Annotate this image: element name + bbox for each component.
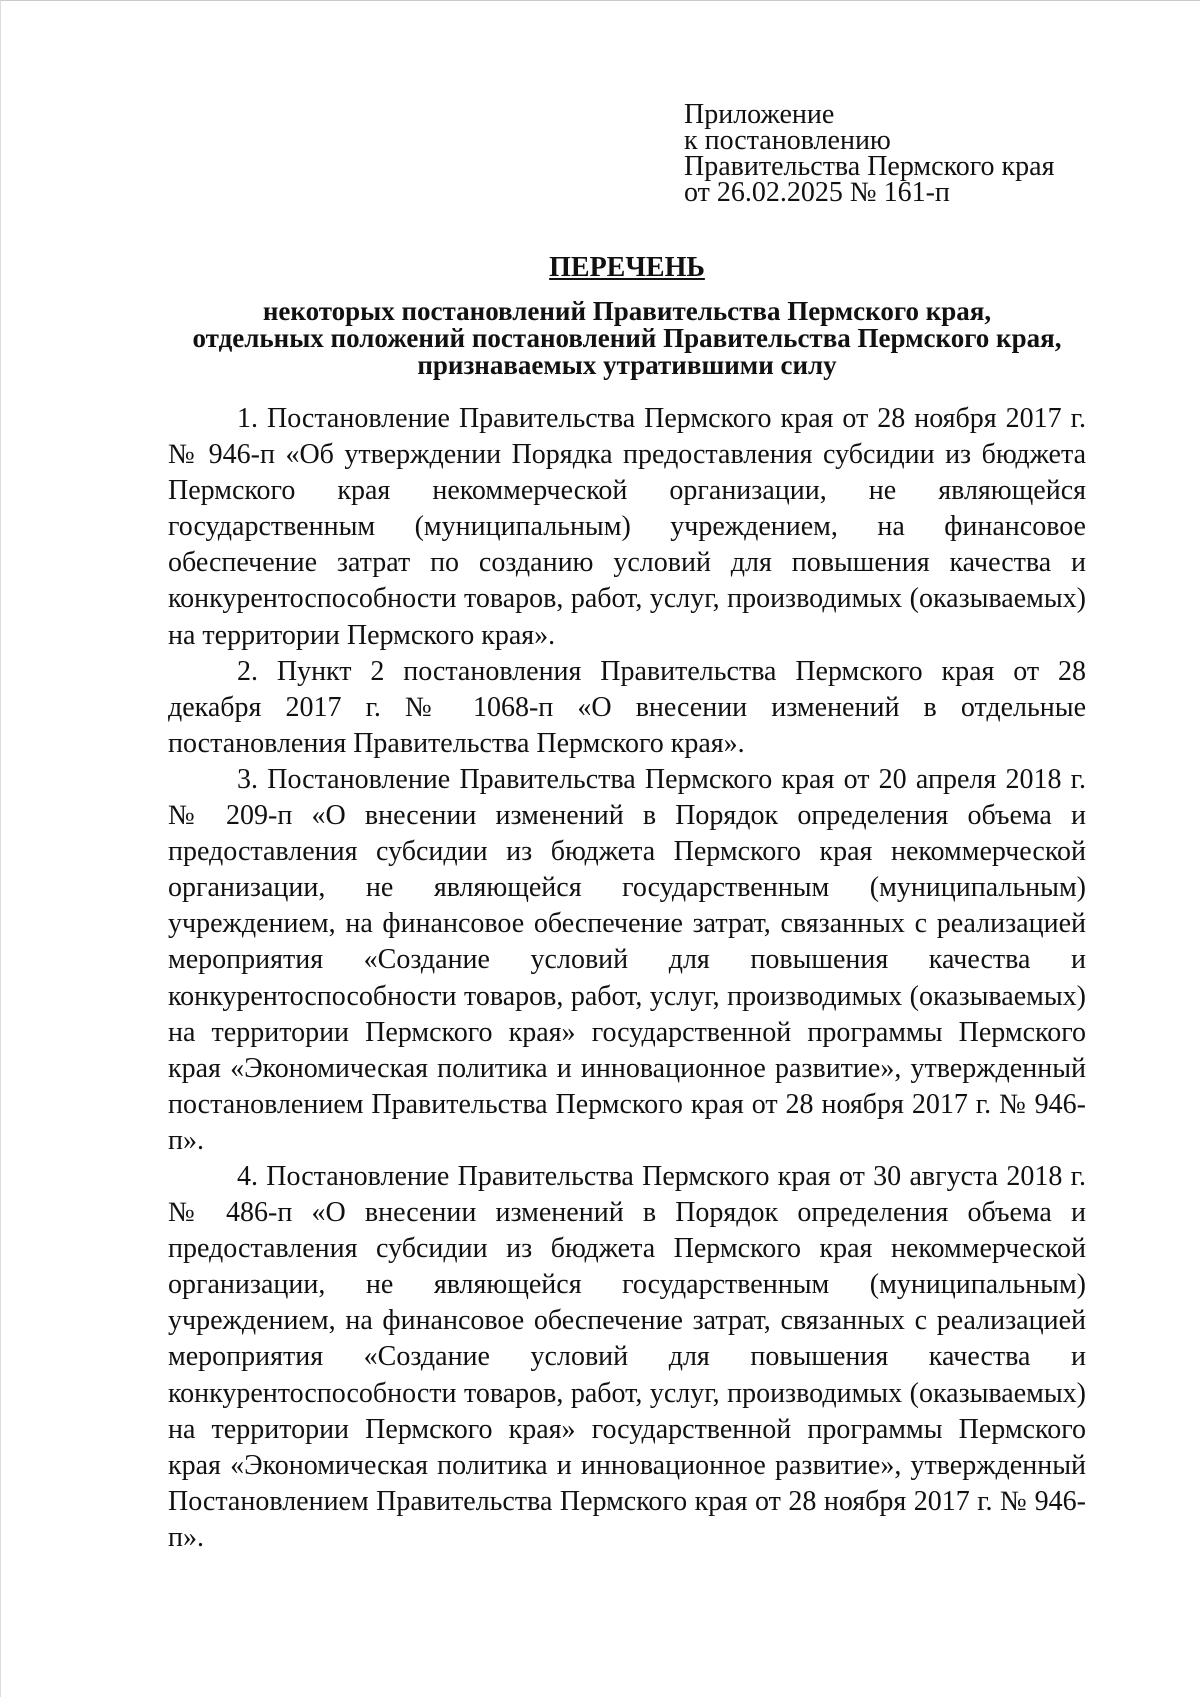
document-body (168, 401, 1086, 1556)
appendix-line: от 26.02.2025 № 161-п (684, 177, 950, 208)
appendix-line: к постановлению (684, 125, 891, 156)
appendix-line: Правительства Пермского края (684, 151, 1055, 182)
list-item: 1. Постановление Правительства Пермского края от 28 ноября 2017 г. № 946-п «Об утверждении Порядка предоставления субсидии из бюджета Пермского края некоммерческой организации, не являющейся государственным (муниципальным) учреждением, на финансовое обеспечение затрат по созданию условий для повышения качества и конкурентоспособности товаров, работ, услуг, производимых (оказываемых) на территории Пермского края». (168, 403, 1086, 651)
list-item: 2. Пункт 2 постановления Правительства Пермского края от 28 декабря 2017 г. № 1068-п «О внесении изменений в отдельные постановления Правительства Пермского края». (168, 655, 1086, 759)
list-item: 3. Постановление Правительства Пермского края от 20 апреля 2018 г. № 209-п «О внесении изменений в Порядок определения объема и предоставления субсидии из бюджета Пермского края некоммерческой организации, не являющейся государственным (муниципальным) учреждением, на финансовое обеспечение затрат, связанных с реализацией мероприятия «Создание условий для повышения качества и конкурентоспособности товаров, работ, услуг, производимых (оказываемых) на территории Пермского края» государственной программы Пермского края «Экономическая политика и инновационное развитие», утвержденный постановлением Правительства Пермского края от 28 ноября 2017 г. № 946-п». (168, 763, 1086, 1156)
list-item: 4. Постановление Правительства Пермского края от 30 августа 2018 г. № 486-п «О внесении изменений в Порядок определения объема и предоставления субсидии из бюджета Пермского края некоммерческой организации, не являющейся государственным (муниципальным) учреждением, на финансовое обеспечение затрат, связанных с реализацией мероприятия «Создание условий для повышения качества и конкурентоспособности товаров, работ, услуг, производимых (оказываемых) на территории Пермского края» государственной программы Пермского края «Экономическая политика и инновационное развитие», утвержденный Постановлением Правительства Пермского края от 28 ноября 2017 г. № 946-п». (168, 1160, 1086, 1553)
appendix-line: Приложение (684, 99, 835, 130)
document-heading (168, 252, 1086, 379)
document-title: ПЕРЕЧЕНЬ (549, 252, 705, 283)
appendix-note (684, 99, 1055, 208)
document-subtitle-line: некоторых постановлений Правительства Пермского края, (262, 296, 992, 326)
document-subtitle-line: отдельных положений постановлений Правительства Пермского края, (192, 323, 1062, 353)
document-subtitle-line: признаваемых утратившими силу (417, 350, 837, 380)
